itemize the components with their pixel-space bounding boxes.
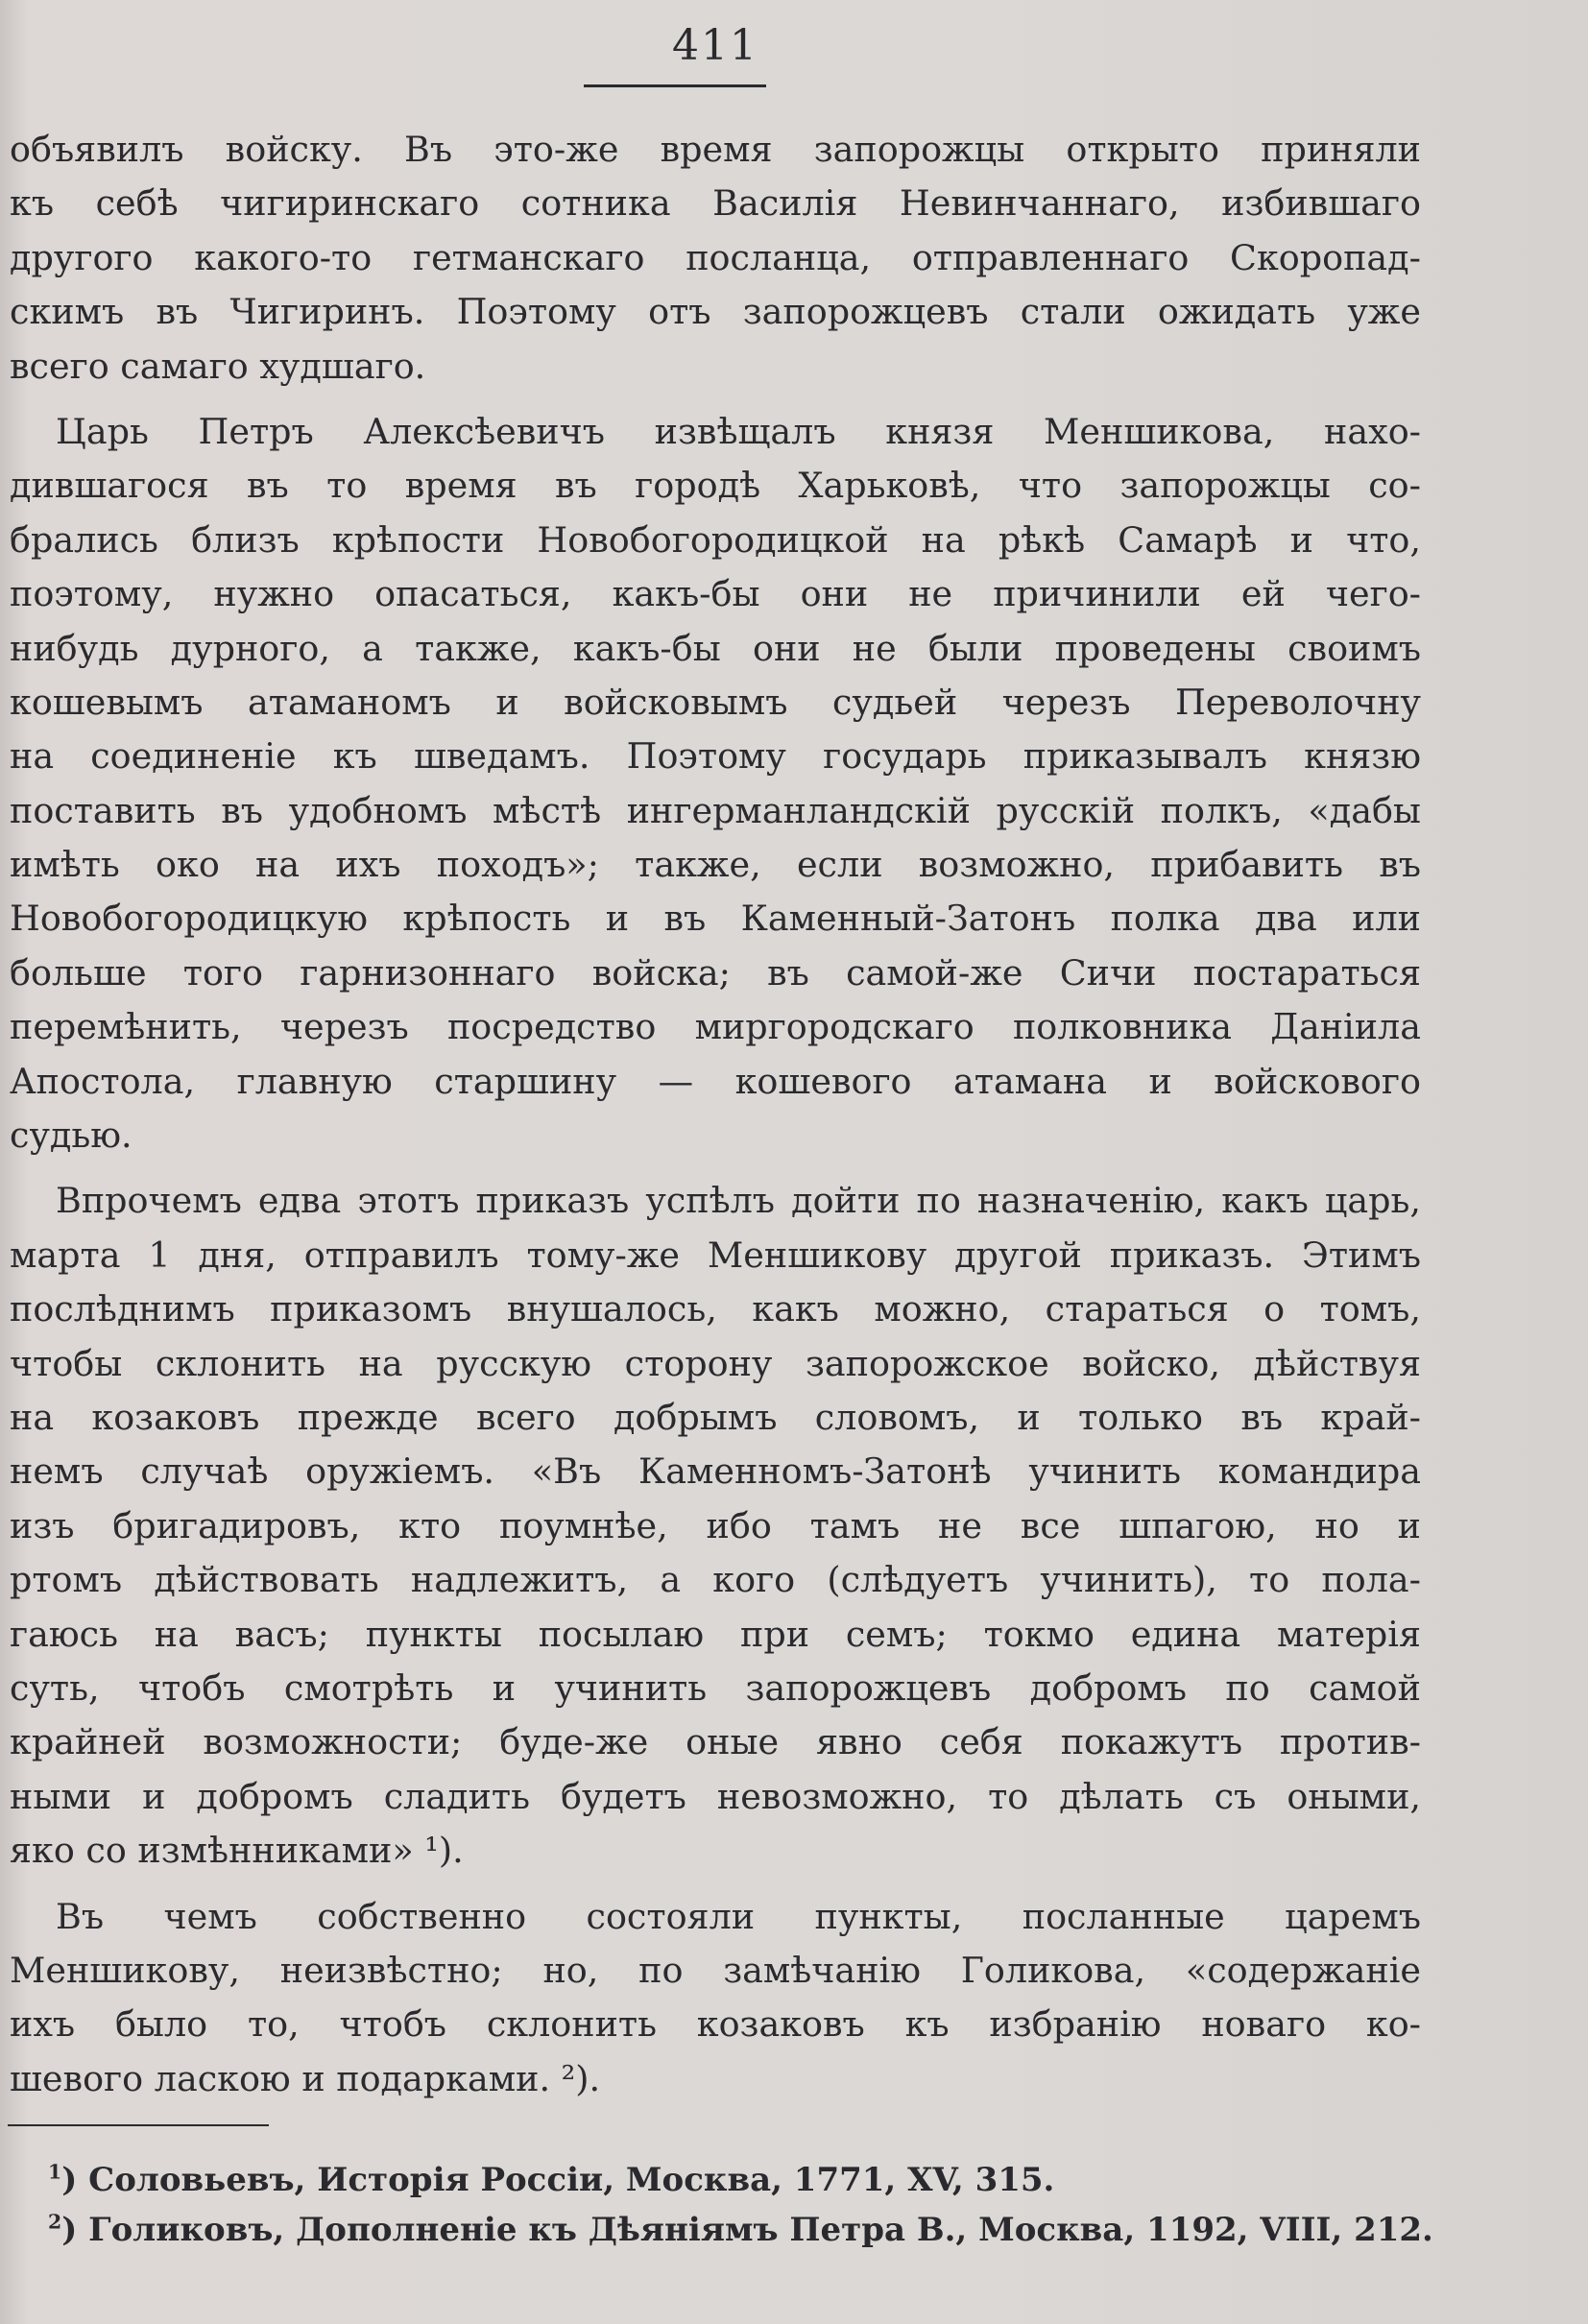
text-line: нибудь дурного, а также, какъ-бы они не были проведены своимъ	[10, 627, 1421, 669]
text-line: марта 1 дня, отправилъ тому-же Меншикову другой приказъ. Этимъ	[10, 1234, 1421, 1276]
paragraph	[10, 123, 1421, 394]
text-line: поставить въ удобномъ мѣстѣ ингерманландскій русскій полкъ, «дабы	[10, 789, 1421, 831]
text-line: на соединеніе къ шведамъ. Поэтому государь приказывалъ князю	[10, 735, 1421, 778]
paragraph-gap	[10, 1879, 1421, 1890]
text-line: къ себѣ чигиринскаго сотника Василія Невинчаннаго, избившаго	[10, 182, 1421, 225]
paragraph	[10, 1890, 1421, 2107]
text-line: ртомъ дѣйствовать надлежитъ, а кого (слѣдуетъ учинить), то пола-	[10, 1559, 1421, 1601]
text-line: чтобы склонить на русскую сторону запорожское войско, дѣйствуя	[10, 1342, 1421, 1384]
text-line: Новобогородицкую крѣпость и въ Каменный-Затонъ полка два или	[10, 898, 1421, 940]
text-line: всего самаго худшаго.	[10, 345, 426, 387]
text-line: ихъ было то, чтобъ склонить козаковъ къ избранію новаго ко-	[10, 2003, 1421, 2046]
text-line: Апостола, главную старшину — кошевого атамана и войскового	[10, 1060, 1421, 1102]
text-line: суть, чтобъ смотрѣть и учинить запорожцевъ добромъ по самой	[10, 1666, 1421, 1709]
text-line: дившагося въ то время въ городѣ Харьковѣ, что запорожцы со-	[10, 465, 1421, 507]
text-line: ными и добромъ сладить будетъ невозможно, то дѣлать съ оными,	[10, 1775, 1421, 1817]
text-line: Впрочемъ едва этотъ приказъ успѣлъ дойти по назначенію, какъ царь,	[56, 1180, 1421, 1222]
footnotes	[48, 2155, 1440, 2255]
text-line: немъ случаѣ оружіемъ. «Въ Каменномъ-Затонѣ учинить командира	[10, 1450, 1421, 1493]
text-line: Царь Петръ Алексѣевичъ извѣщалъ князя Меншикова, нахо-	[56, 410, 1421, 452]
text-line: больше того гарнизоннаго войска; въ самой-же Сичи постараться	[10, 951, 1421, 994]
footnote-mark: 2	[48, 2210, 62, 2234]
page-number: 411	[672, 21, 758, 70]
text-line: судью.	[10, 1114, 132, 1157]
paragraph-gap	[10, 394, 1421, 405]
text-line: поэтому, нужно опасаться, какъ-бы они не причинили ей чего-	[10, 573, 1421, 615]
paragraph-gap	[10, 1162, 1421, 1174]
footnote-mark: 1	[48, 2160, 62, 2184]
text-line: послѣднимъ приказомъ внушалось, какъ можно, стараться о томъ,	[10, 1288, 1421, 1330]
text-line: объявилъ войску. Въ это-же время запорожцы открыто приняли	[10, 129, 1421, 170]
text-line: Въ чемъ собственно состояли пункты, посланные царемъ	[56, 1895, 1421, 1937]
text-line: крайней возможности; буде-же оные явно себя покажутъ против-	[10, 1721, 1421, 1763]
text-line: кошевымъ атаманомъ и войсковымъ судьей черезъ Переволочну	[10, 681, 1421, 723]
text-line: гаюсь на васъ; пункты посылаю при семъ; токмо едина матерія	[10, 1613, 1421, 1655]
text-line: на козаковъ прежде всего добрымъ словомъ, и только въ край-	[10, 1396, 1421, 1438]
text-line: перемѣнить, черезъ посредство миргородскаго полковника Даніила	[10, 1006, 1421, 1048]
footnote-text: ) Голиковъ, Дополненіе къ Дѣяніямъ Петра В., Москва, 1192, VIII, 212.	[61, 2211, 1433, 2249]
page-number-rule	[584, 84, 766, 87]
text-line: изъ бригадировъ, кто поумнѣе, ибо тамъ не все шпагою, но и	[10, 1504, 1421, 1546]
body-text	[10, 123, 1421, 2106]
text-line: Меншикову, неизвѣстно; но, по замѣчанію Голикова, «содержаніе	[10, 1949, 1421, 1991]
footnote	[48, 2155, 1440, 2205]
text-line: шевого ласкою и подарками. ²).	[10, 2057, 601, 2099]
paragraph	[10, 1174, 1421, 1878]
footnote	[48, 2205, 1440, 2255]
paragraph	[10, 405, 1421, 1162]
text-line: яко со измѣнниками» ¹).	[10, 1830, 464, 1872]
text-line: скимъ въ Чигиринъ. Поэтому отъ запорожцевъ стали ожидать уже	[10, 291, 1421, 333]
text-line: другого какого-то гетманскаго посланца, отправленнаго Скоропад-	[10, 236, 1421, 278]
text-line: брались близъ крѣпости Новобогородицкой на рѣкѣ Самарѣ и что,	[10, 518, 1421, 561]
footnote-text: ) Соловьевъ, Исторія Россіи, Москва, 1771, XV, 315.	[61, 2161, 1055, 2199]
footnote-rule	[8, 2124, 269, 2126]
text-line: имѣть око на ихъ походъ»; также, если возможно, прибавить въ	[10, 844, 1421, 886]
